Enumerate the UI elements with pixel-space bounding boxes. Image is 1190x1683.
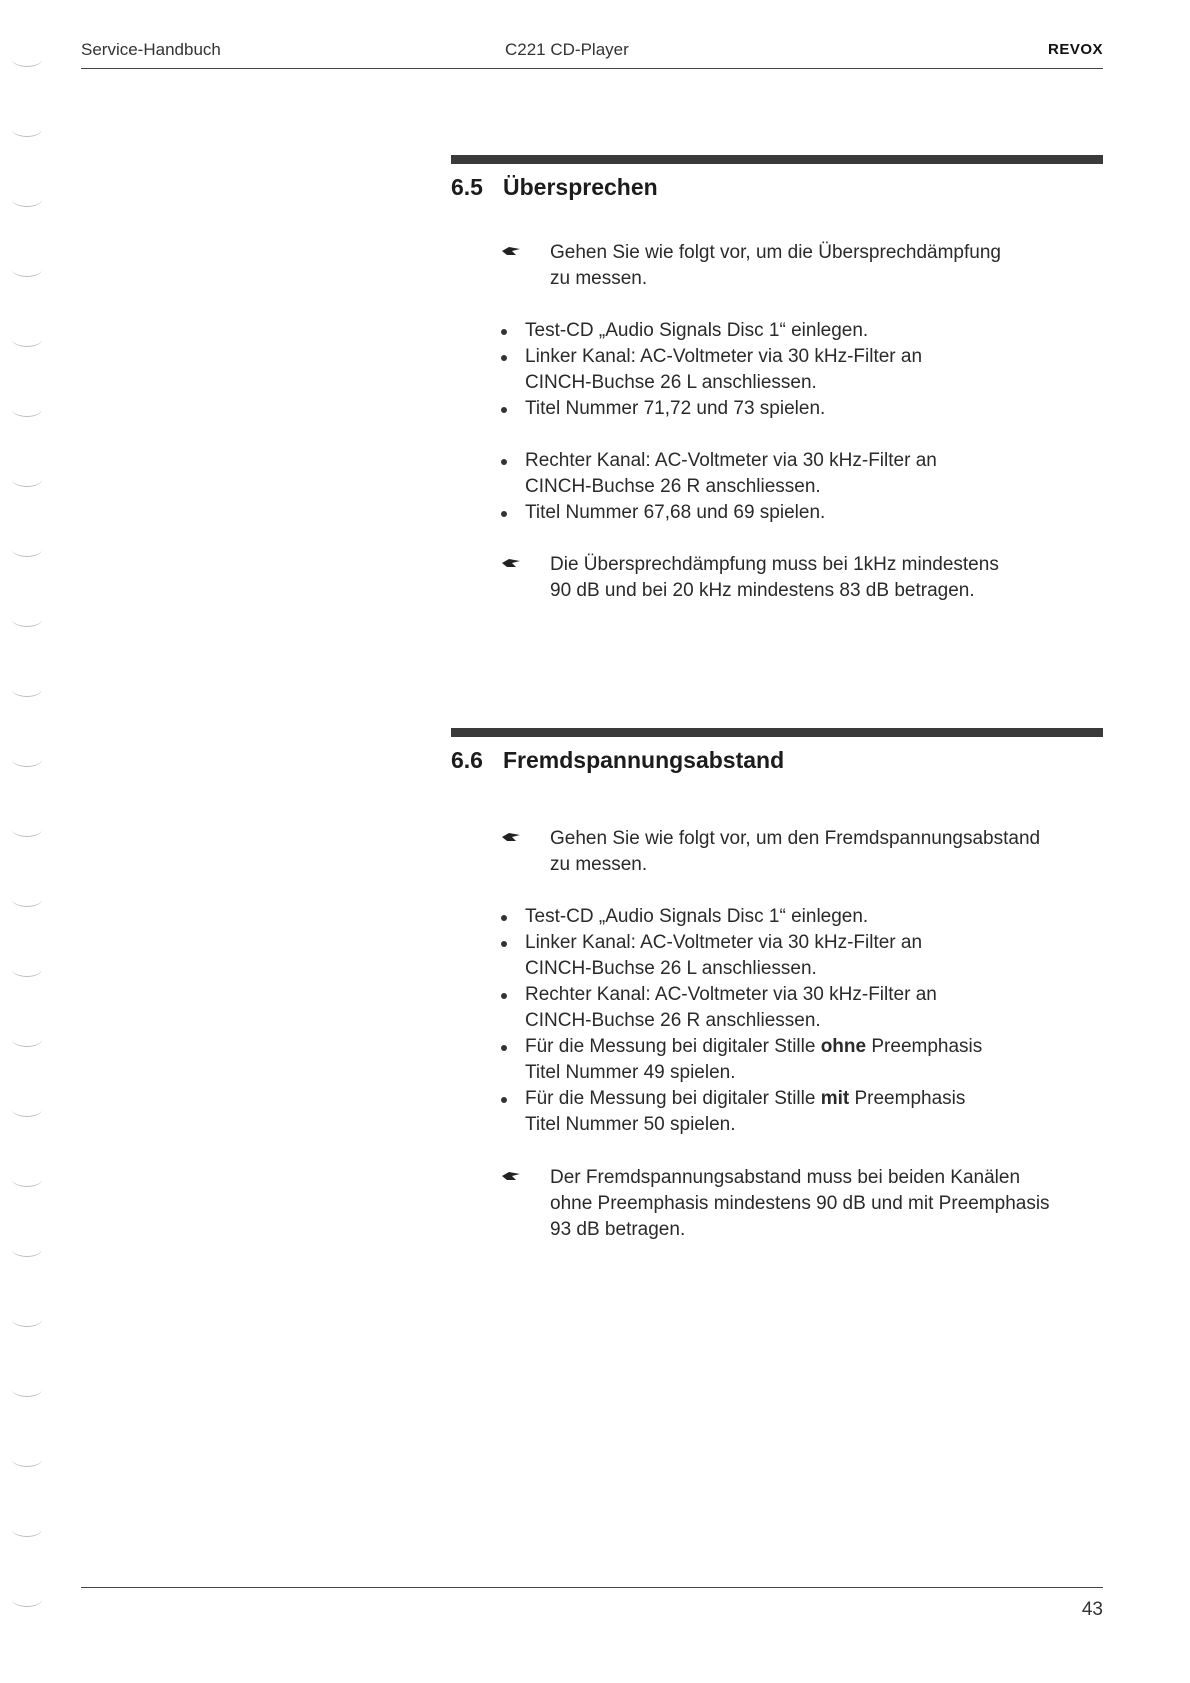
- list-item-line: Titel Nummer 49 spielen.: [525, 1062, 736, 1083]
- binder-ring-mark: [12, 682, 42, 697]
- list-item-line: CINCH-Buchse 26 L anschliessen.: [525, 958, 817, 979]
- note-line: Gehen Sie wie folgt vor, um die Übersprechdämpfung: [550, 242, 1001, 263]
- page-number: 43: [1081, 1599, 1103, 1620]
- binder-ring-mark: [12, 1102, 42, 1117]
- binder-ring-mark: [12, 1522, 42, 1537]
- emphasis-ohne: ohne: [820, 1036, 867, 1057]
- note-line: ohne Preemphasis mindestens 90 dB und mit Preemphasis: [550, 1193, 1050, 1214]
- pointing-hand-icon: [500, 830, 522, 844]
- binder-ring-mark: [12, 1032, 42, 1047]
- list-item-line: [525, 1034, 1085, 1060]
- bullet-dot-icon: [501, 1097, 507, 1103]
- section-number: 6.6: [451, 747, 483, 773]
- binder-ring-mark: [12, 752, 42, 767]
- section-6-6-heading: [451, 728, 1103, 774]
- section-number: 6.5: [451, 174, 483, 200]
- note-line: Die Übersprechdämpfung muss bei 1kHz mindestens: [550, 554, 999, 575]
- bullet-dot-icon: [501, 941, 507, 947]
- list-item-line: Linker Kanal: AC-Voltmeter via 30 kHz-Filter an: [525, 346, 923, 367]
- section-6-5-heading: [451, 155, 1103, 201]
- binder-ring-mark: [12, 52, 42, 67]
- note-line: zu messen.: [550, 854, 648, 875]
- note-line: 93 dB betragen.: [550, 1219, 686, 1240]
- note-line: Der Fremdspannungsabstand muss bei beiden Kanälen: [550, 1167, 1021, 1188]
- section-bar: [451, 155, 1103, 164]
- list-item-line: Titel Nummer 50 spielen.: [525, 1114, 736, 1135]
- list-item-line: Rechter Kanal: AC-Voltmeter via 30 kHz-Filter an: [525, 450, 937, 471]
- binder-ring-mark: [12, 332, 42, 347]
- bullet-dot-icon: [501, 1045, 507, 1051]
- list-item-line: Test-CD „Audio Signals Disc 1“ einlegen.: [525, 320, 869, 341]
- binder-ring-mark: [12, 892, 42, 907]
- list-item-line: Linker Kanal: AC-Voltmeter via 30 kHz-Filter an: [525, 932, 923, 953]
- section-title-text: Fremdspannungsabstand: [503, 747, 785, 773]
- binder-ring-mark: [12, 822, 42, 837]
- bullet-dot-icon: [501, 407, 507, 413]
- bullet-dot-icon: [501, 993, 507, 999]
- revox-logo: REVOX: [1047, 41, 1103, 58]
- note-line: zu messen.: [550, 268, 648, 289]
- binder-ring-mark: [12, 262, 42, 277]
- binder-ring-mark: [12, 192, 42, 207]
- list-item-line: Titel Nummer 71,72 und 73 spielen.: [525, 398, 826, 419]
- list-item-line: CINCH-Buchse 26 L anschliessen.: [525, 372, 817, 393]
- binder-ring-mark: [12, 472, 42, 487]
- list-item-text: Für die Messung bei digitaler Stille: [525, 1088, 821, 1109]
- binder-ring-mark: [12, 122, 42, 137]
- binder-ring-mark: [12, 1242, 42, 1257]
- bullet-dot-icon: [501, 511, 507, 517]
- binder-ring-mark: [12, 962, 42, 977]
- binder-ring-mark: [12, 1382, 42, 1397]
- binder-ring-mark: [12, 1312, 42, 1327]
- section-title: [451, 174, 1103, 201]
- section-bar: [451, 728, 1103, 737]
- pointing-hand-icon: [500, 556, 522, 570]
- bullet-dot-icon: [501, 329, 507, 335]
- list-item-line: Test-CD „Audio Signals Disc 1“ einlegen.: [525, 906, 869, 927]
- binder-ring-mark: [12, 1592, 42, 1607]
- header-manual-title: Service-Handbuch: [81, 40, 221, 59]
- binder-ring-mark: [12, 1452, 42, 1467]
- list-item-text: Preemphasis: [849, 1088, 966, 1109]
- section-title-text: Übersprechen: [503, 174, 658, 200]
- list-item-line: CINCH-Buchse 26 R anschliessen.: [525, 476, 821, 497]
- bullet-dot-icon: [501, 915, 507, 921]
- binder-ring-mark: [12, 612, 42, 627]
- binder-ring-mark: [12, 542, 42, 557]
- list-item-line: CINCH-Buchse 26 R anschliessen.: [525, 1010, 821, 1031]
- bullet-dot-icon: [501, 355, 507, 361]
- note-line: 90 dB und bei 20 kHz mindestens 83 dB betragen.: [550, 580, 975, 601]
- binder-ring-mark: [12, 402, 42, 417]
- pointing-hand-icon: [500, 1169, 522, 1183]
- binder-ring-mark: [12, 1172, 42, 1187]
- header-product-name: C221 CD-Player: [505, 40, 629, 59]
- footer-rule: [81, 1587, 1103, 1588]
- list-item-text: Preemphasis: [866, 1036, 983, 1057]
- section-title: [451, 747, 1103, 774]
- emphasis-mit: mit: [820, 1088, 850, 1109]
- list-item-line: Titel Nummer 67,68 und 69 spielen.: [525, 502, 826, 523]
- bullet-dot-icon: [501, 459, 507, 465]
- page-header: [81, 40, 1103, 69]
- pointing-hand-icon: [500, 244, 522, 258]
- list-item-text: Für die Messung bei digitaler Stille: [525, 1036, 821, 1057]
- list-item-line: Rechter Kanal: AC-Voltmeter via 30 kHz-Filter an: [525, 984, 937, 1005]
- note-line: Gehen Sie wie folgt vor, um den Fremdspannungsabstand: [550, 828, 1041, 849]
- list-item-line: [525, 1086, 1085, 1112]
